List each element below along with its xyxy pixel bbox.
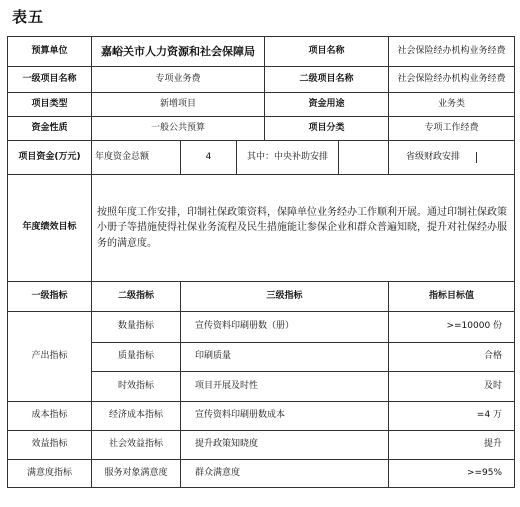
- table-row: [8, 431, 515, 460]
- satisfaction-lvl3: 群众满意度: [181, 460, 389, 488]
- project-category-label: 项目分类: [265, 117, 389, 141]
- satisfaction-target: >=95%: [389, 460, 515, 488]
- timeliness-lvl3: 项目开展及时性: [181, 372, 389, 402]
- timeliness-target: 及时: [389, 372, 515, 402]
- project-funds-label: 项目资金(万元): [8, 141, 92, 175]
- project-name-value: 社会保险经办机构业务经费: [389, 37, 515, 67]
- cost-lvl3: 宣传资料印刷册数成本: [181, 402, 389, 431]
- row-level-names: [8, 67, 515, 93]
- header-lvl2: 二级指标: [92, 282, 181, 312]
- lvl1-project-value: 专项业务费: [92, 67, 265, 93]
- annual-goal-label: 年度绩效目标: [8, 175, 92, 282]
- annual-goal-text: 按照年度工作安排，印制社保政策资料，保障单位业务经办工作顺利开展。通过印制社保政策小册子等措施使得社保业务流程及民生措施能让参保企业和群众普遍知晓，提升对社保经办服务的满意度。: [92, 175, 515, 282]
- output-indicator-label: 产出指标: [8, 312, 92, 402]
- table-row: [8, 312, 515, 343]
- row-unit: [8, 37, 515, 67]
- project-category-value: 专项工作经费: [389, 117, 515, 141]
- annual-total-value: 4: [181, 141, 237, 175]
- fund-use-value: 业务类: [389, 93, 515, 117]
- indicators-header-row: [8, 282, 515, 312]
- header-lvl3: 三级指标: [181, 282, 389, 312]
- provincial-funds-label-text: 省级财政安排: [392, 152, 477, 163]
- satisfaction-lvl2: 服务对象满意度: [92, 460, 181, 488]
- central-subsidy-label: 其中：中央补助安排: [237, 141, 339, 175]
- project-name-label: 项目名称: [265, 37, 389, 67]
- project-type-label: 项目类型: [8, 93, 92, 117]
- lvl2-project-label: 二级项目名称: [265, 67, 389, 93]
- performance-table: [7, 36, 515, 488]
- page-title: 表五: [12, 8, 45, 26]
- quantity-target: >=10000 份: [389, 312, 515, 343]
- benefit-indicator-label: 效益指标: [8, 431, 92, 460]
- satisfaction-indicator-label: 满意度指标: [8, 460, 92, 488]
- unit-label: 预算单位: [8, 37, 92, 67]
- lvl1-project-label: 一级项目名称: [8, 67, 92, 93]
- quality-lvl3: 印刷质量: [181, 343, 389, 372]
- row-funds: [8, 141, 515, 175]
- cost-target: =4 万: [389, 402, 515, 431]
- fund-use-label: 资金用途: [265, 93, 389, 117]
- cost-indicator-label: 成本指标: [8, 402, 92, 431]
- project-type-value: 新增项目: [92, 93, 265, 117]
- table-row: [8, 402, 515, 431]
- cost-lvl2: 经济成本指标: [92, 402, 181, 431]
- provincial-funds-value: [477, 152, 511, 163]
- unit-value: 嘉峪关市人力资源和社会保障局: [92, 37, 265, 67]
- quality-target: 合格: [389, 343, 515, 372]
- fund-nature-label: 资金性质: [8, 117, 92, 141]
- header-target: 指标目标值: [389, 282, 515, 312]
- fund-nature-value: 一般公共预算: [92, 117, 265, 141]
- row-nature: [8, 117, 515, 141]
- lvl2-project-value: 社会保险经办机构业务经费: [389, 67, 515, 93]
- timeliness-indicator: 时效指标: [92, 372, 181, 402]
- central-subsidy-value: [339, 141, 389, 175]
- quantity-lvl3: 宣传资料印刷册数（册）: [181, 312, 389, 343]
- quality-indicator: 质量指标: [92, 343, 181, 372]
- table-row: [8, 460, 515, 488]
- annual-total-label: 年度资金总额: [92, 141, 181, 175]
- benefit-target: 提升: [389, 431, 515, 460]
- header-lvl1: 一级指标: [8, 282, 92, 312]
- benefit-lvl3: 提升政策知晓度: [181, 431, 389, 460]
- row-goal: [8, 175, 515, 282]
- benefit-lvl2: 社会效益指标: [92, 431, 181, 460]
- quantity-indicator: 数量指标: [92, 312, 181, 343]
- row-type: [8, 93, 515, 117]
- provincial-funds-label: [389, 141, 515, 175]
